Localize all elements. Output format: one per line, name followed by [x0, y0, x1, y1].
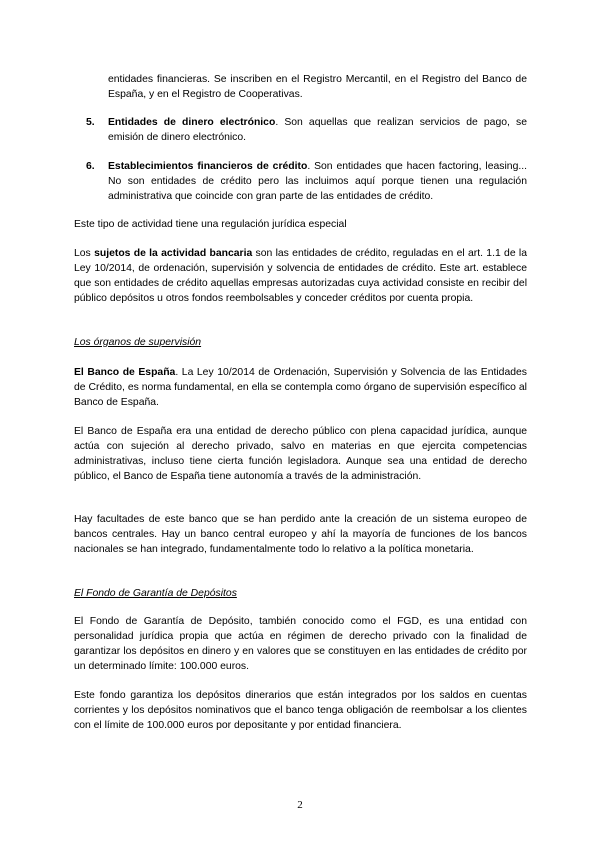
paragraph-text: son las entidades de crédito, reguladas en el art. 1.1 de la Ley 10/2014, de ordenación, supervisión y solvencia de entidades de crédito. Este art. establece que son entidades de crédito aquellas empresas autorizadas cuya actividad consiste en recibir del público depósitos u otros fondos reembolsables y conceder créditos por cuenta propia.: [74, 248, 527, 304]
list-number: 6.: [86, 161, 95, 172]
section-heading-fgd: El Fondo de Garantía de Depósitos: [74, 588, 237, 599]
paragraph-banco-public: [74, 424, 527, 484]
paragraph-text: Este tipo de actividad tiene una regulación jurídica especial: [74, 219, 347, 230]
list-continuation-text: entidades financieras. Se inscriben en el Registro Mercantil, en el Registro del Banco de España, y en el Registro de Cooperativas.: [108, 74, 527, 100]
list-item: [86, 159, 527, 204]
paragraph-subjects: [74, 246, 527, 306]
list-item-text: . Son aquellas que realizan servicios de pago, se emisión de dinero electrónico.: [108, 117, 527, 143]
paragraph-fgd-guarantee: [74, 688, 527, 733]
list-item-continuation: [108, 72, 527, 102]
bold-term: sujetos de la actividad bancaria: [94, 248, 253, 259]
list-item-text: . Son entidades que hacen factoring, leasing... No son entidades de crédito pero las incluimos aquí porque tienen una regulación administrativa que coincide con gran parte de las entidades de crédito.: [108, 161, 528, 202]
page-number: 2: [297, 799, 303, 811]
paragraph-regulation: [74, 217, 527, 232]
list-number: 5.: [86, 117, 95, 128]
paragraph-fgd-intro: [74, 614, 527, 674]
list-item: [86, 115, 527, 145]
paragraph-text: El Fondo de Garantía de Depósito, también conocido como el FGD, es una entidad con personalidad jurídica propia que actúa en régimen de derecho privado con la finalidad de garantizar los depósitos en dinero y en valores que se constituyen en las entidades de crédito por un determinado límite: 100.000 euros.: [74, 616, 527, 672]
bold-term: El Banco de España: [74, 367, 176, 378]
paragraph-text: Los: [74, 248, 95, 259]
paragraph-banco-lost: [74, 512, 527, 557]
list-item-body: [108, 115, 527, 145]
paragraph-text: El Banco de España era una entidad de derecho público con plena capacidad jurídica, aunque actúa con sujeción al derecho privado, salvo en materias en que ejercita competencias administrativas, incluso tiene cierta función legisladora. Aunque sea una entidad de derecho público, el Banco de España tiene autonomía a través de la administración.: [74, 426, 527, 482]
paragraph-text: Hay facultades de este banco que se han perdido ante la creación de un sistema europeo de bancos centrales. Hay un banco central europeo y ahí la mayoría de funciones de los bancos nacionales se han integrado, fundamentalmente todo lo relativo a la política monetaria.: [74, 514, 527, 555]
list-item-title: Entidades de dinero electrónico: [108, 117, 276, 128]
paragraph-text: Este fondo garantiza los depósitos dinerarios que están integrados por los saldos en cuentas corrientes y los depósitos nominativos que el banco tenga obligación de reembolsar a los clientes con el límite de 100.000 euros por depositante y por entidad financiera.: [74, 690, 527, 731]
paragraph-text: . La Ley 10/2014 de Ordenación, Supervisión y Solvencia de las Entidades de Crédito, es norma fundamental, en ella se contempla como órgano de supervisión específico al Banco de España.: [74, 367, 527, 408]
list-item-body: [108, 159, 527, 204]
section-heading-supervision: Los órganos de supervisión: [74, 337, 202, 348]
paragraph-banco-espana: [74, 365, 527, 410]
list-item-title: Establecimientos financieros de crédito: [108, 161, 308, 172]
